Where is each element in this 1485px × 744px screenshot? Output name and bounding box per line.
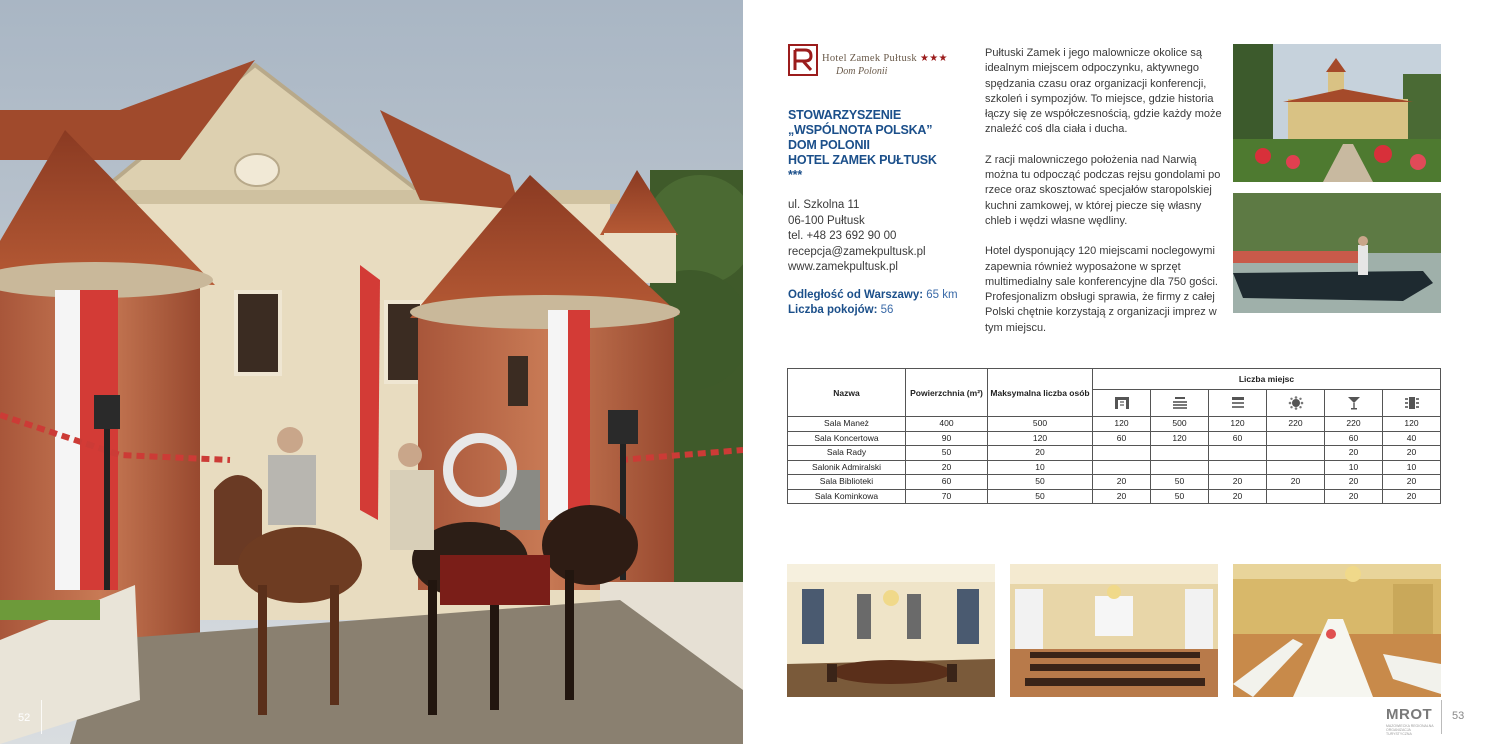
banquet-photo (1233, 564, 1441, 697)
cell: 120 (988, 431, 1093, 446)
page-divider-left (41, 700, 42, 734)
cell (1151, 446, 1209, 461)
cell: 220 (1325, 417, 1383, 432)
cell: 50 (906, 446, 988, 461)
cell: 70 (906, 489, 988, 504)
table-row (788, 475, 1441, 490)
table-row (788, 431, 1441, 446)
cell: 20 (1383, 489, 1441, 504)
facts-block (788, 288, 958, 318)
cell: 20 (1325, 475, 1383, 490)
cell: 20 (988, 446, 1093, 461)
cell: 120 (1209, 417, 1267, 432)
mrot-tagline: MAZOWIECKA REGIONALNA ORGANIZACJA TURYSTYCZNA (1386, 724, 1434, 736)
cell: 50 (988, 475, 1093, 490)
gondola-photo (1233, 193, 1441, 313)
cell (1267, 489, 1325, 504)
classroom-icon (1209, 390, 1267, 417)
table-row (788, 460, 1441, 475)
email-link[interactable]: recepcja@zamekpultusk.pl (788, 245, 926, 258)
cell: 90 (906, 431, 988, 446)
cell: 60 (1209, 431, 1267, 446)
cell: 60 (1325, 431, 1383, 446)
hotel-logo (788, 44, 948, 80)
cell: 120 (1093, 417, 1151, 432)
header-area: Powierzchnia (m²) (906, 369, 988, 417)
room-name: Sala Maneż (788, 417, 906, 432)
cell: 10 (1383, 460, 1441, 475)
cell: 40 (1383, 431, 1441, 446)
header-seats: Liczba miejsc (1093, 369, 1441, 390)
conference-rooms-table (787, 368, 1441, 504)
conference-hall-photo (1010, 564, 1218, 697)
cell: 120 (1383, 417, 1441, 432)
cell: 10 (988, 460, 1093, 475)
table-row (788, 446, 1441, 461)
cell: 20 (1325, 489, 1383, 504)
paragraph: Pułtuski Zamek i jego malownicze okolice są idealnym miejscem odpoczynku, aktywnego spędzania czasu oraz organizacji konferencji, szkoleń i sympozjów. To miejsce, gdzie historia łączy się ze współczesnością, gdzie każdy może znaleźć coś dla ciała i ducha. (985, 47, 1222, 136)
distance-value: 65 km (926, 289, 958, 301)
cell: 20 (1325, 446, 1383, 461)
cell: 500 (988, 417, 1093, 432)
paragraph: Hotel dysponujący 120 miejscami noclegowymi zapewnia również wyposażone w sprzęt multimedialny sale konferencyjne dla 750 gości. Profesjonalizm obsługi sprawia, że firmy z całej Polski chętnie korzystają z organizacji imprez w tym miejscu. (985, 245, 1218, 334)
cell: 500 (1151, 417, 1209, 432)
mrot-logo: MROT (1386, 706, 1433, 723)
phone: tel. +48 23 692 90 00 (788, 230, 897, 242)
description (985, 46, 1223, 351)
cell: 120 (1151, 431, 1209, 446)
city: 06-100 Pułtusk (788, 214, 865, 227)
room-name: Sala Koncertowa (788, 431, 906, 446)
rooms-label: Liczba pokojów: (788, 304, 878, 316)
paragraph: Z racji malowniczego położenia nad Narwią można tu odpocząć podczas rejsu gondolami po rzece oraz skosztować specjałów staropolskiej kuchni zamkowej, w której piecze się własny chleb i wędzi własne wędliny. (985, 153, 1221, 227)
room-name: Sala Kominkowa (788, 489, 906, 504)
castle-garden-photo (1233, 44, 1441, 182)
heading-line: STOWARZYSZENIE (788, 108, 901, 122)
theatre-icon (1151, 390, 1209, 417)
heading-line: „WSPÓLNOTA POLSKA” (788, 123, 933, 137)
page-number-left: 52 (18, 712, 31, 724)
cell (1267, 431, 1325, 446)
logo-subtitle: Dom Polonii (836, 66, 888, 77)
header-name: Nazwa (788, 369, 906, 417)
cell (1209, 460, 1267, 475)
boardroom-photo (787, 564, 995, 697)
rooms-value: 56 (880, 304, 894, 316)
street: ul. Szkolna 11 (788, 199, 860, 211)
cell: 400 (906, 417, 988, 432)
table-row (788, 489, 1441, 504)
cell (1209, 446, 1267, 461)
cell: 10 (1325, 460, 1383, 475)
cell: 50 (1151, 475, 1209, 490)
cell (1093, 446, 1151, 461)
logo-stars: ★★★ (919, 53, 948, 64)
logo-name: Hotel Zamek Pułtusk ★★★ (822, 53, 948, 64)
heading-line: HOTEL ZAMEK PUŁTUSK (788, 153, 937, 167)
cell: 60 (1093, 431, 1151, 446)
cell: 20 (1383, 446, 1441, 461)
venue-heading (788, 108, 937, 183)
heading-stars: *** (788, 168, 802, 182)
cell: 50 (1151, 489, 1209, 504)
cell: 20 (1267, 475, 1325, 490)
cell: 20 (1093, 489, 1151, 504)
room-name: Sala Biblioteki (788, 475, 906, 490)
cell: 20 (1093, 475, 1151, 490)
boardroom-icon (1383, 390, 1441, 417)
cell: 50 (988, 489, 1093, 504)
cell (1267, 446, 1325, 461)
cell (1151, 460, 1209, 475)
heading-line: DOM POLONII (788, 138, 870, 152)
page-number-right: 53 (1452, 710, 1465, 722)
cell: 20 (1383, 475, 1441, 490)
castle-logo-icon (788, 44, 818, 76)
table-row (788, 417, 1441, 432)
page-divider-right (1441, 700, 1442, 734)
contact-block (788, 198, 926, 276)
round-table-icon (1267, 390, 1325, 417)
cell: 220 (1267, 417, 1325, 432)
website-link[interactable]: www.zamekpultusk.pl (788, 261, 898, 273)
distance-label: Odległość od Warszawy: (788, 289, 924, 301)
cell: 20 (1209, 475, 1267, 490)
cell: 20 (1209, 489, 1267, 504)
cocktail-icon (1325, 390, 1383, 417)
cell (1267, 460, 1325, 475)
room-name: Sala Rady (788, 446, 906, 461)
cell (1093, 460, 1151, 475)
cell: 60 (906, 475, 988, 490)
cell: 20 (906, 460, 988, 475)
header-max: Maksymalna liczba osób (988, 369, 1093, 417)
room-name: Salonik Admiralski (788, 460, 906, 475)
u-shape-icon (1093, 390, 1151, 417)
